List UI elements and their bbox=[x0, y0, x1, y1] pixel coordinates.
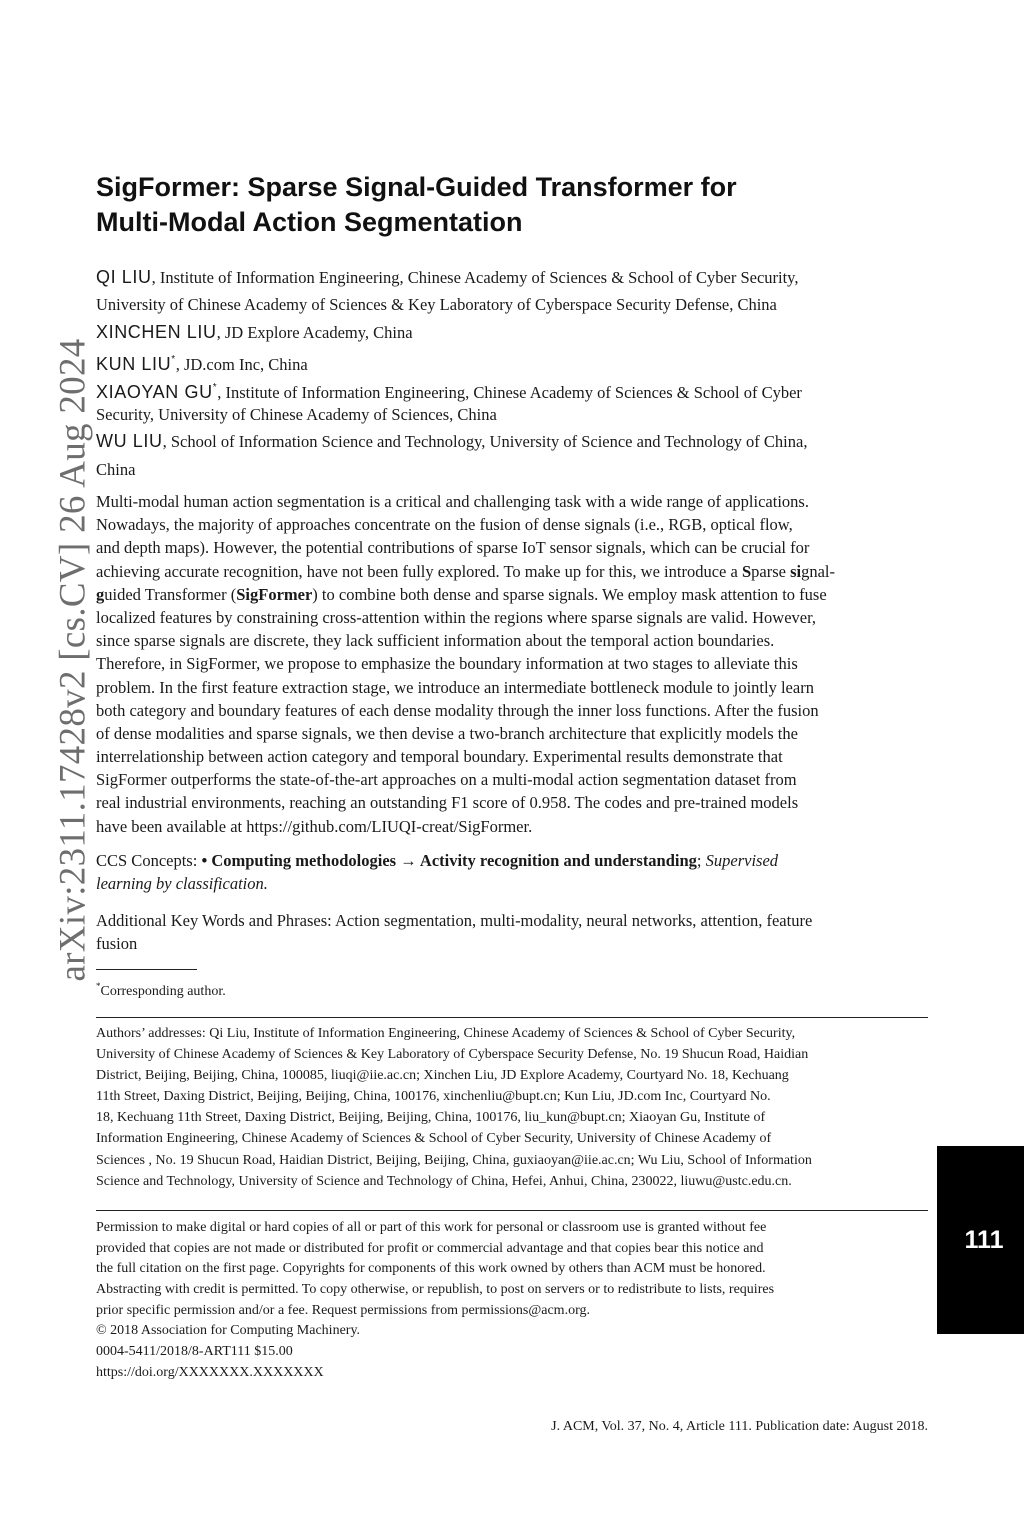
abstract-line: Therefore, in SigFormer, we propose to emphasize the boundary information at two stages to alleviate this bbox=[96, 654, 798, 674]
address-line: 11th Street, Daxing District, Beijing, Beijing, China, 100176, xinchenliu@bupt.cn; Kun Liu, JD.com Inc, Courtyard No. bbox=[96, 1089, 771, 1105]
ccs-concepts bbox=[96, 849, 932, 895]
author-affiliation-continued: Security, University of Chinese Academy of Sciences, China bbox=[96, 404, 497, 424]
permission-line: provided that copies are not made or distributed for profit or commercial advantage and that copies bear this notice and bbox=[96, 1240, 764, 1256]
abstract-line: problem. In the first feature extraction stage, we introduce an intermediate bottleneck module to jointly learn bbox=[96, 677, 814, 697]
abstract-line: interrelationship between action category and temporal boundary. Experimental results demonstrate that bbox=[96, 747, 783, 767]
article-number: 111 bbox=[964, 1225, 1004, 1254]
abstract-line: real industrial environments, reaching an outstanding F1 score of 0.958. The codes and pre-trained models bbox=[96, 793, 799, 813]
author-affiliation-continued: China bbox=[96, 459, 136, 479]
abstract-line: have been available at https://github.com/LIUQI-creat/SigFormer. bbox=[96, 816, 533, 836]
journal-footer: J. ACM, Vol. 37, No. 4, Article 111. Publication date: August 2018. bbox=[551, 1419, 928, 1434]
author-kun-liu bbox=[96, 346, 936, 373]
abstract-line: guided Transformer (SigFormer) to combine both dense and sparse signals. We employ mask attention to fuse bbox=[96, 584, 827, 604]
author-affiliation-continued: University of Chinese Academy of Sciences & Key Laboratory of Cyberspace Security Defense, China bbox=[96, 295, 777, 315]
issn-line: 0004-5411/2018/8-ART111 $15.00 bbox=[96, 1344, 293, 1360]
author-wu-liu bbox=[96, 428, 936, 455]
ccs-line: learning by classification. bbox=[96, 874, 268, 894]
footnote: *Corresponding author. bbox=[96, 981, 226, 999]
abstract-line: localized features by constraining cross-attention within the regions where sparse signals are valid. However, bbox=[96, 607, 817, 627]
keywords-line: Additional Key Words and Phrases: Action segmentation, multi-modality, neural networks, attention, feature bbox=[96, 911, 813, 930]
abstract-line: SigFormer outperforms the state-of-the-art approaches on a multi-modal action segmentation dataset from bbox=[96, 770, 797, 790]
author-xiaoyan-gu bbox=[96, 374, 936, 401]
author-name: KUN LIU* bbox=[96, 354, 176, 375]
article-number-tab bbox=[937, 1146, 1024, 1334]
address-line: Information Engineering, Chinese Academy of Sciences & School of Cyber Security, University of Chinese Academy of bbox=[96, 1131, 772, 1147]
abstract-line: achieving accurate recognition, have not been fully explored. To make up for this, we introduce a Sparse signal- bbox=[96, 561, 835, 581]
abstract-line: Multi-modal human action segmentation is a critical and challenging task with a wide range of applications. bbox=[96, 492, 809, 511]
corresponding-mark: * bbox=[212, 381, 218, 393]
address-line: District, Beijing, Beijing, China, 100085, liuqi@iie.ac.cn; Xinchen Liu, JD Explore Academy, Courtyard No. 18, Kechuang bbox=[96, 1068, 789, 1084]
author-affiliation: , Institute of Information Engineering, Chinese Academy of Sciences & School of Cyber bbox=[217, 382, 802, 402]
permission-line: prior specific permission and/or a fee. Request permissions from permissions@acm.org. bbox=[96, 1302, 590, 1318]
title-line-1: SigFormer: Sparse Signal-Guided Transformer for bbox=[96, 172, 737, 202]
keywords-line: fusion bbox=[96, 934, 138, 954]
address-line: Authors’ addresses: Qi Liu, Institute of Information Engineering, Chinese Academy of Sciences & School of Cyber Security, bbox=[96, 1026, 796, 1041]
author-affiliation: , JD Explore Academy, China bbox=[216, 322, 413, 342]
author-affiliation: , JD.com Inc, China bbox=[175, 355, 308, 375]
corresponding-mark: * bbox=[171, 354, 176, 366]
author-name: QI LIU bbox=[96, 267, 152, 287]
keywords bbox=[96, 909, 932, 955]
paper-title bbox=[96, 170, 936, 240]
address-line: University of Chinese Academy of Sciences & Key Laboratory of Cyberspace Security Defense, No. 19 Shucun Road, Haidian bbox=[96, 1047, 809, 1063]
author-xinchen-liu bbox=[96, 319, 936, 346]
abstract-line: since sparse signals are discrete, they lack sufficient information about the temporal action boundaries. bbox=[96, 631, 775, 651]
permission-line: Permission to make digital or hard copies of all or part of this work for personal or classroom use is granted without fee bbox=[96, 1220, 767, 1235]
doi-link[interactable]: https://doi.org/XXXXXXX.XXXXXXX bbox=[96, 1364, 324, 1380]
abstract-line: Nowadays, the majority of approaches concentrate on the fusion of dense signals (i.e., RGB, optical flow, bbox=[96, 515, 793, 535]
address-line: Science and Technology, University of Science and Technology of China, Hefei, Anhui, China, 230022, liuwu@ustc.edu.cn. bbox=[96, 1173, 792, 1189]
author-affiliation: , Institute of Information Engineering, Chinese Academy of Sciences & School of Cyber Security, bbox=[151, 268, 799, 287]
address-line: Sciences , No. 19 Shucun Road, Haidian District, Beijing, Beijing, China, guxiaoyan@iie.ac.cn; Wu Liu, School of Information bbox=[96, 1152, 812, 1168]
abstract bbox=[96, 490, 932, 838]
abstract-line: both category and boundary features of each dense modality through the inner loss functions. After the fusion bbox=[96, 700, 819, 720]
ccs-line: CCS Concepts: • Computing methodologies → Activity recognition and understanding; Supervised bbox=[96, 851, 779, 870]
arxiv-stamp: arXiv:2311.17428v2 [cs.CV] 26 Aug 2024 bbox=[52, 338, 94, 982]
author-affiliation: , School of Information Science and Technology, University of Science and Technology of China, bbox=[162, 432, 808, 452]
copyright-line: © 2018 Association for Computing Machinery. bbox=[96, 1323, 361, 1339]
author-list bbox=[96, 264, 936, 483]
author-name: XINCHEN LIU bbox=[96, 321, 217, 342]
divider bbox=[96, 1017, 928, 1018]
author-qi-liu bbox=[96, 264, 936, 291]
permission-notice bbox=[96, 1218, 930, 1384]
abstract-line: and depth maps). However, the potential contributions of sparse IoT sensor signals, which can be crucial for bbox=[96, 538, 810, 558]
author-name: WU LIU bbox=[96, 431, 163, 452]
author-name: XIAOYAN GU* bbox=[96, 381, 218, 402]
footnote-rule bbox=[96, 969, 197, 970]
author-addresses bbox=[96, 1023, 930, 1192]
abstract-line: of dense modalities and sparse signals, we then devise a two-branch architecture that explicitly models the bbox=[96, 723, 798, 743]
title-line-2: Multi-Modal Action Segmentation bbox=[96, 207, 523, 237]
permission-line: Abstracting with credit is permitted. To copy otherwise, or republish, to post on servers or to redistribute to lists, requires bbox=[96, 1282, 775, 1298]
address-line: 18, Kechuang 11th Street, Daxing District, Beijing, Beijing, China, 100176, liu_kun@bupt.cn; Xiaoyan Gu, Institute of bbox=[96, 1110, 766, 1126]
permission-line: the full citation on the first page. Copyrights for components of this work owned by others than ACM must be honored. bbox=[96, 1261, 766, 1277]
divider bbox=[96, 1210, 928, 1211]
